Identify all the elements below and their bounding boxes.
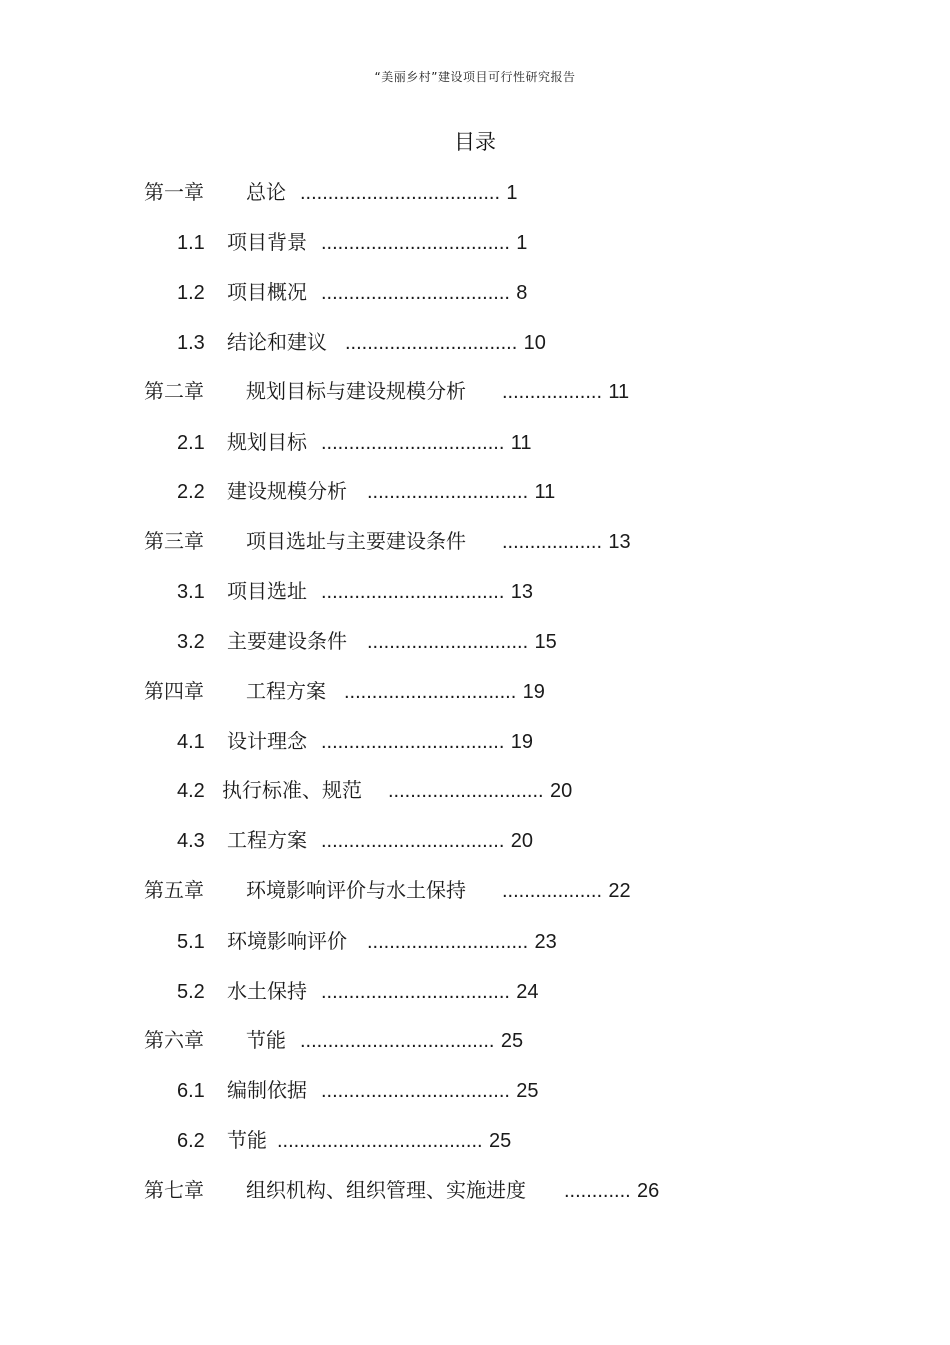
- toc-entry-label: 结论和建议: [227, 330, 327, 354]
- toc-entry-chapter-1[interactable]: [144, 175, 518, 209]
- toc-entry-label: 组织机构、组织管理、实施进度: [246, 1178, 526, 1202]
- toc-entry-page: 13: [608, 531, 631, 553]
- toc-entry-page: 24: [516, 981, 539, 1003]
- toc-entry-number: 4.2: [177, 780, 205, 802]
- toc-entry-section-6-1[interactable]: [177, 1073, 539, 1107]
- toc-leader-dots: ..................: [502, 531, 603, 553]
- toc-leader-dots: ....................................: [300, 182, 501, 204]
- toc-entry-page: 25: [500, 1030, 524, 1052]
- toc-entry-section-1-3[interactable]: [177, 325, 546, 359]
- toc-entry-label: 环境影响评价与水土保持: [246, 878, 466, 902]
- toc-entry-number: 2.2: [177, 481, 205, 503]
- toc-entry-page: 20: [510, 830, 533, 852]
- toc-entry-label: 项目概况: [227, 280, 307, 304]
- toc-entry-chapter-7[interactable]: [144, 1173, 659, 1207]
- toc-entry-page: 19: [522, 681, 545, 703]
- toc-entry-page: 1: [516, 232, 528, 254]
- toc-entry-page: 8: [516, 282, 528, 304]
- toc-entry-number: 3.2: [177, 631, 205, 653]
- toc-entry-section-2-1[interactable]: [177, 425, 532, 459]
- toc-leader-dots: ..................: [502, 381, 603, 403]
- toc-entry-page: 22: [608, 880, 631, 902]
- toc-entry-page: 1: [506, 182, 518, 204]
- toc-entry-section-4-2[interactable]: [177, 773, 572, 807]
- toc-entry-page: 25: [516, 1080, 539, 1102]
- toc-leader-dots: .............................: [367, 481, 529, 503]
- toc-entry-label: 工程方案: [246, 679, 326, 703]
- toc-entry-page: 25: [488, 1130, 512, 1152]
- toc-entry-number: 1.1: [177, 232, 205, 254]
- toc-leader-dots: ............................: [388, 780, 544, 802]
- toc-entry-page: 20: [549, 780, 573, 802]
- toc-entry-label: 项目选址: [227, 579, 307, 603]
- toc-entry-page: 11: [534, 481, 556, 503]
- toc-entry-page: 26: [637, 1180, 660, 1202]
- toc-entry-number: 第四章: [144, 679, 204, 703]
- toc-entry-number: 5.2: [177, 981, 205, 1003]
- toc-entry-number: 5.1: [177, 931, 205, 953]
- toc-leader-dots: .............................: [367, 631, 529, 653]
- toc-entry-label: 项目选址与主要建设条件: [246, 529, 466, 553]
- toc-leader-dots: .................................: [321, 581, 505, 603]
- toc-entry-number: 第一章: [144, 180, 204, 204]
- toc-entry-label: 项目背景: [227, 230, 307, 254]
- toc-entry-section-4-1[interactable]: [177, 724, 533, 758]
- toc-entry-section-1-2[interactable]: [177, 275, 527, 309]
- toc-entry-page: 13: [510, 581, 533, 603]
- toc-leader-dots: ..................................: [321, 1080, 510, 1102]
- toc-leader-dots: ..................................: [321, 232, 510, 254]
- toc-leader-dots: ...............................: [344, 681, 517, 703]
- toc-entry-page: 23: [534, 931, 557, 953]
- toc-entry-section-5-1[interactable]: [177, 924, 557, 958]
- toc-leader-dots: .................................: [321, 731, 505, 753]
- toc-leader-dots: .................................: [321, 830, 505, 852]
- toc-entry-label: 设计理念: [227, 729, 307, 753]
- toc-entry-section-3-2[interactable]: [177, 624, 557, 658]
- toc-entry-number: 3.1: [177, 581, 205, 603]
- toc-entry-number: 第二章: [144, 379, 204, 403]
- toc-entry-number: 4.3: [177, 830, 205, 852]
- toc-entry-chapter-3[interactable]: [144, 524, 631, 558]
- toc-entry-chapter-5[interactable]: [144, 873, 631, 907]
- toc-entry-number: 6.1: [177, 1080, 205, 1102]
- toc-entry-number: 第六章: [144, 1028, 204, 1052]
- toc-leader-dots: ..................................: [321, 282, 510, 304]
- toc-entry-page: 11: [510, 432, 532, 454]
- running-header: “美丽乡村”建设项目可行性研究报告: [374, 70, 576, 84]
- toc-entry-label: 规划目标: [227, 430, 307, 454]
- toc-entry-section-5-2[interactable]: [177, 974, 539, 1008]
- toc-entry-number: 第三章: [144, 529, 204, 553]
- toc-entry-page: 15: [534, 631, 557, 653]
- toc-entry-label: 总论: [246, 180, 286, 204]
- toc-entry-label: 建设规模分析: [227, 479, 347, 503]
- toc-leader-dots: .............................: [367, 931, 529, 953]
- toc-entry-label: 节能: [246, 1028, 286, 1052]
- toc-entry-section-3-1[interactable]: [177, 574, 533, 608]
- toc-entry-number: 1.2: [177, 282, 205, 304]
- toc-entry-number: 2.1: [177, 432, 205, 454]
- toc-entry-chapter-6[interactable]: [144, 1023, 523, 1057]
- toc-leader-dots: ..................................: [321, 981, 510, 1003]
- toc-entry-page: 10: [523, 332, 546, 354]
- toc-leader-dots: .................................: [321, 432, 505, 454]
- toc-entry-label: 水土保持: [227, 979, 307, 1003]
- toc-entry-label: 规划目标与建设规模分析: [246, 379, 466, 403]
- toc-entry-label: 主要建设条件: [227, 629, 347, 653]
- toc-entry-label: 工程方案: [227, 828, 307, 852]
- toc-leader-dots: ..................: [502, 880, 603, 902]
- toc-entry-number: 4.1: [177, 731, 205, 753]
- toc-leader-dots: ...............................: [345, 332, 518, 354]
- toc-entry-chapter-2[interactable]: [144, 374, 629, 408]
- toc-entry-label: 编制依据: [227, 1078, 307, 1102]
- toc-entry-number: 第五章: [144, 878, 204, 902]
- toc-entry-section-6-2[interactable]: [177, 1123, 511, 1157]
- toc-entry-page: 11: [608, 381, 630, 403]
- toc-entry-number: 1.3: [177, 332, 205, 354]
- toc-entry-number: 第七章: [144, 1178, 204, 1202]
- toc-entry-label: 节能: [227, 1128, 267, 1152]
- toc-leader-dots: ...................................: [300, 1030, 495, 1052]
- toc-entry-label: 环境影响评价: [227, 929, 347, 953]
- toc-entry-chapter-4[interactable]: [144, 674, 545, 708]
- toc-leader-dots: ............: [564, 1180, 631, 1202]
- toc-entry-section-2-2[interactable]: [177, 474, 555, 508]
- toc-entry-page: 19: [510, 731, 533, 753]
- toc-leader-dots: .....................................: [277, 1130, 483, 1152]
- toc-title: 目录: [454, 130, 496, 154]
- toc-entry-section-1-1[interactable]: [177, 225, 527, 259]
- toc-entry-number: 6.2: [177, 1130, 205, 1152]
- toc-entry-section-4-3[interactable]: [177, 823, 533, 857]
- toc-entry-label: 执行标准、规范: [222, 778, 362, 802]
